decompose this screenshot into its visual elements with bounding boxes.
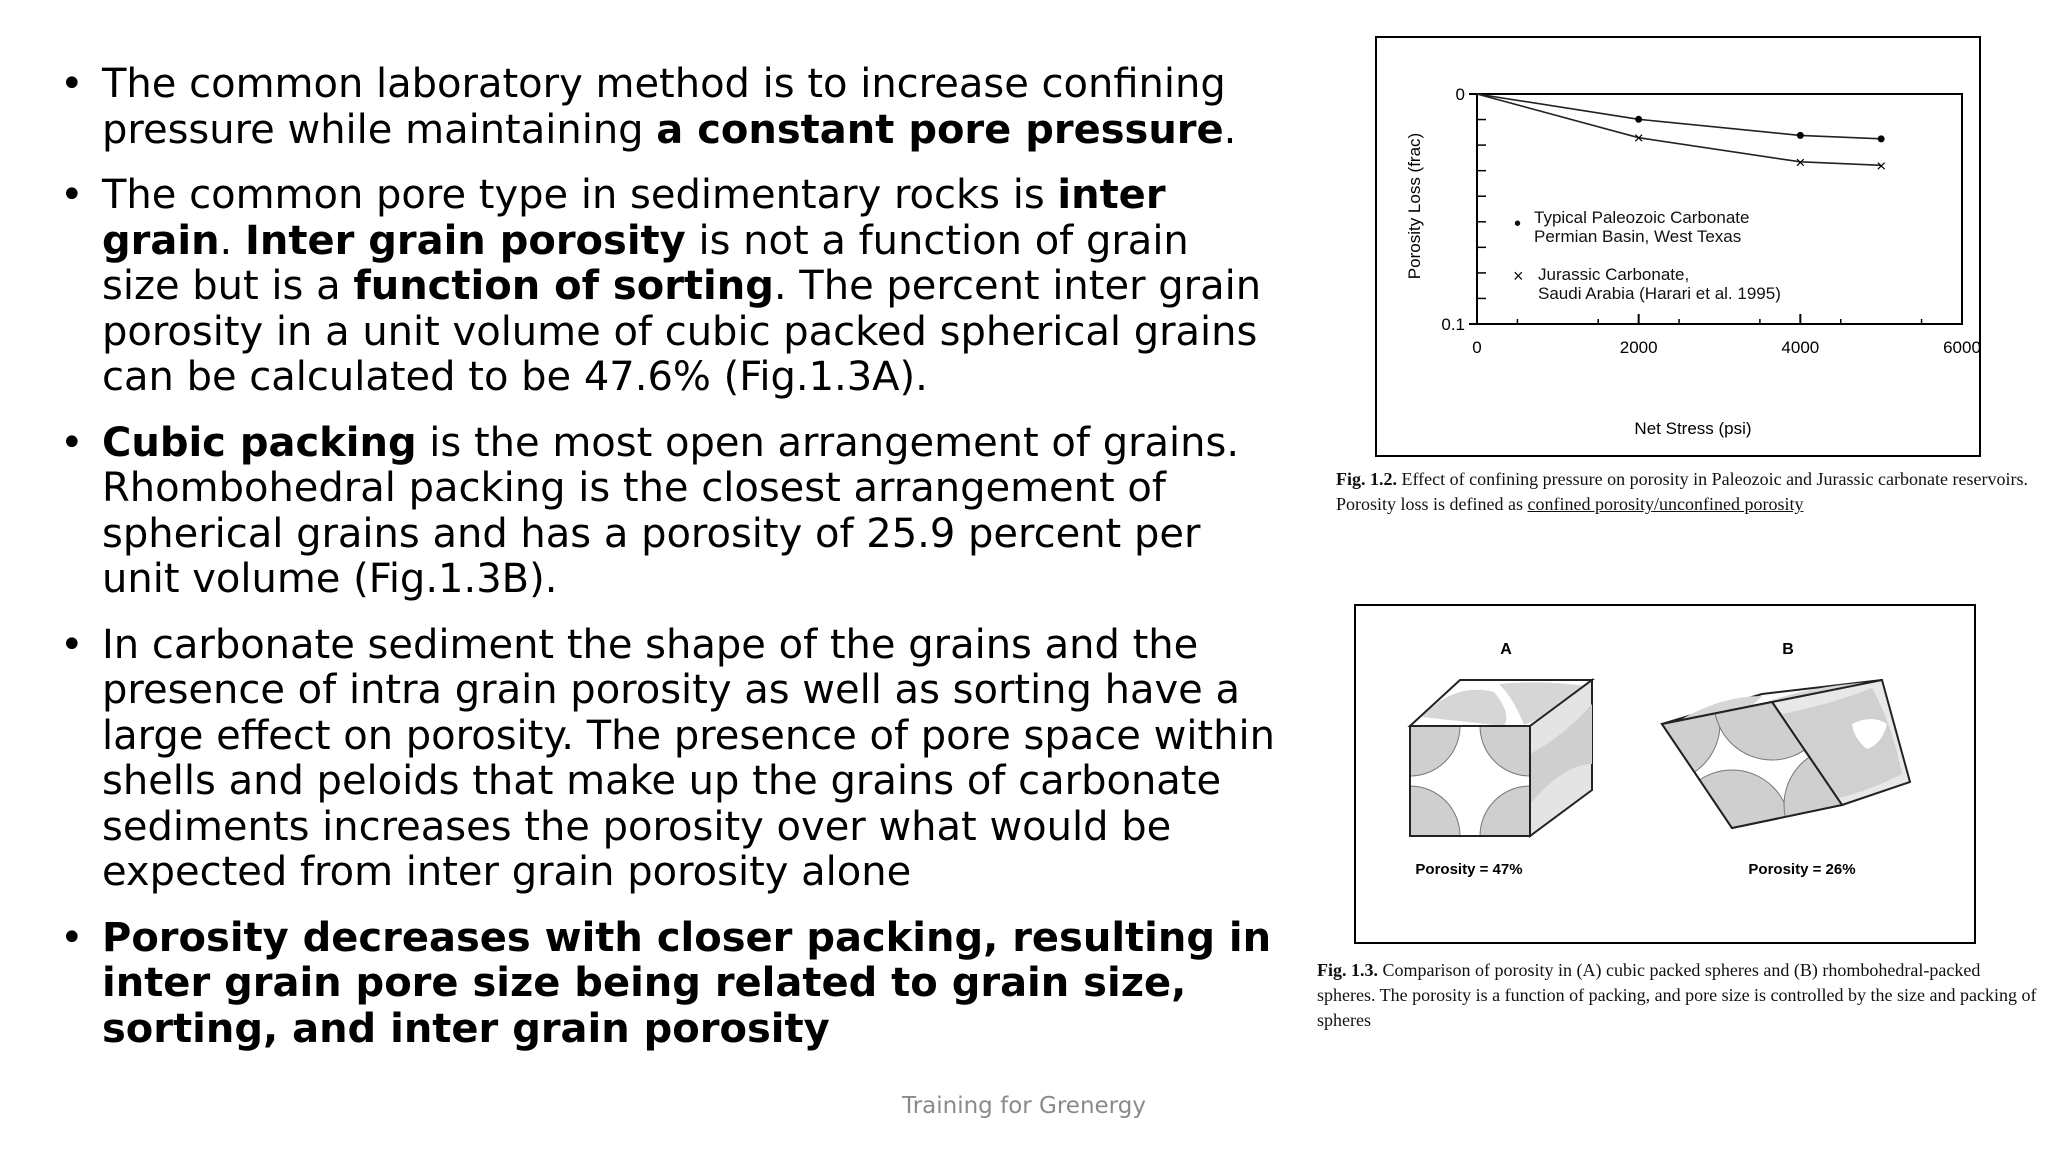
porosity-b-label: Porosity = 26% (1748, 861, 1856, 878)
figure-1-3-caption: Fig. 1.3. Comparison of porosity in (A) cubic packed spheres and (B) rhombohedral-packed spheres. The porosity is a function of packing, and pore size is controlled by the size and packing of spheres (1317, 960, 2037, 1030)
bold-text: Porosity decreases with closer packing, resulting in inter grain pore size being related to grain size, sorting, and inter grain porosity (102, 914, 1272, 1052)
data-point (1878, 135, 1885, 142)
bullet-item (58, 623, 1278, 896)
data-point: × (1795, 152, 1806, 172)
legend-marker: • (1514, 213, 1522, 235)
legend-label: Permian Basin, West Texas (1534, 227, 1742, 246)
bullet-item (58, 421, 1278, 603)
bold-text: a constant pore pressure (656, 106, 1224, 153)
x-tick-label: 4000 (1781, 338, 1820, 357)
legend-marker: × (1513, 266, 1524, 286)
y-tick-label: 0.1 (1441, 315, 1465, 334)
bold-text: function of sorting (353, 263, 774, 309)
bold-text: inter grain (102, 172, 1166, 264)
text-run: In carbonate sediment the shape of the grains and the presence of intra grain porosity as well as sorting have a large effect on porosity. The presence of pore space within shells and peloids that make up the grains of carbonate sediments increases the porosity over what would be expected from inter grain porosity alone (102, 621, 1275, 895)
bullet-item (58, 62, 1278, 153)
bullet-item (58, 916, 1278, 1053)
data-point: × (1633, 128, 1644, 148)
figure-1-2-caption: Fig. 1.2. Effect of confining pressure on porosity in Paleozoic and Jurassic carbonate reservoirs. Porosity loss is defined as confined porosity/unconfined porosity (1336, 469, 2028, 514)
bullet-item (58, 173, 1278, 401)
text-run: is the most open arrangement of grains. Rhombohedral packing is the closest arrangement of spherical grains and has a porosity of 25.9 percent per unit volume (Fig.1.3B). (102, 419, 1240, 602)
x-tick-label: 6000 (1943, 338, 1981, 357)
label-b: B (1782, 641, 1794, 658)
footer: Training for Grenergy (902, 1093, 1146, 1119)
text-run: . (219, 217, 245, 264)
text-run: is not a function of grain size but is a (102, 217, 1189, 309)
data-point (1635, 116, 1642, 123)
bullet-list (58, 62, 1278, 1072)
y-axis-label: Porosity Loss (frac) (1405, 132, 1424, 280)
porosity-loss-chart (1370, 34, 1986, 460)
legend-label: Typical Paleozoic Carbonate (1534, 208, 1750, 227)
packing-diagram (1354, 604, 1976, 944)
text-run: . The percent inter grain porosity in a unit volume of cubic packed spherical grains can be calculated to be 47.6% (Fig.1.3A). (102, 263, 1262, 400)
label-a: A (1500, 641, 1512, 658)
text-run: . (1223, 106, 1237, 153)
legend-label: Saudi Arabia (Harari et al. 1995) (1538, 284, 1781, 303)
x-tick-label: 0 (1472, 338, 1482, 357)
text-run: The common pore type in sedimentary rocks is (102, 172, 1058, 218)
legend-label: Jurassic Carbonate, (1538, 265, 1690, 284)
data-point (1797, 132, 1804, 139)
bold-text: Cubic packing (102, 419, 417, 466)
y-tick-label: 0 (1455, 85, 1465, 104)
bold-text: Inter grain porosity (244, 217, 686, 264)
data-point: × (1876, 156, 1887, 176)
x-tick-label: 2000 (1619, 338, 1658, 357)
text-run: The common laboratory method is to increase confining pressure while maintaining (102, 61, 1226, 153)
figure-1-2 (1370, 34, 1986, 460)
porosity-a-label: Porosity = 47% (1415, 861, 1523, 878)
x-axis-label: Net Stress (psi) (1634, 419, 1752, 438)
figure-1-3 (1354, 604, 1976, 944)
